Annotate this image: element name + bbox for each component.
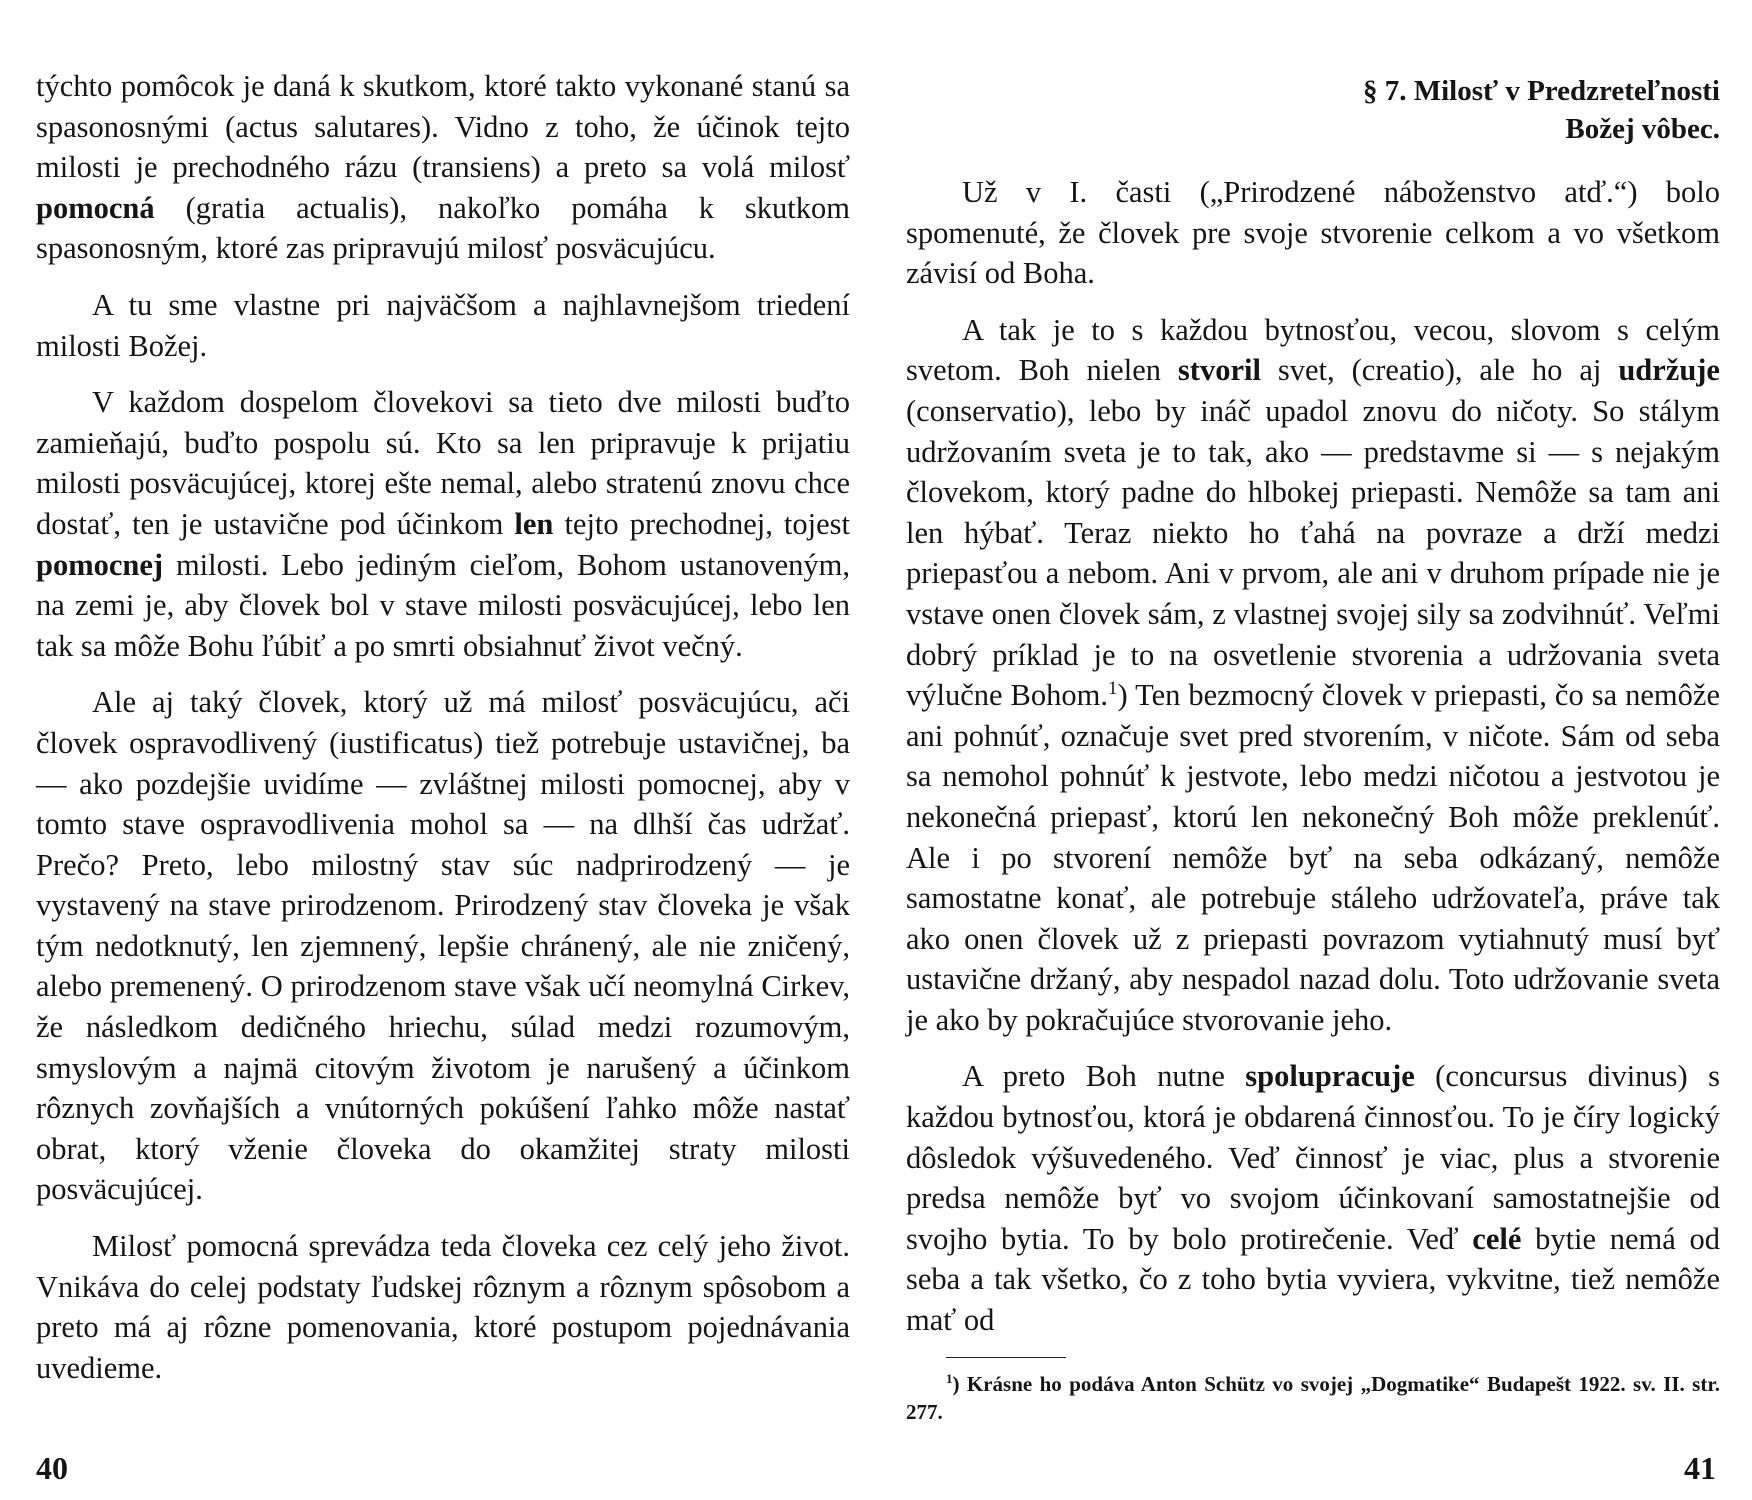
paragraph <box>906 310 1720 1041</box>
paragraph: A tu sme vlastne pri najväčšom a najhlavnejšom triedení milosti Božej. <box>36 287 850 363</box>
bold-term: pomocnej <box>36 547 164 582</box>
paragraph <box>36 382 850 666</box>
page-number: 40 <box>36 1450 68 1486</box>
left-text-column <box>36 66 850 1404</box>
paragraph-text: bytie nemá od seba a tak všetko, čo z toho bytia vyviera, vykvitne, tiež nemôže mať od <box>906 1221 1720 1338</box>
paragraph: Ale aj taký človek, ktorý už má milosť posväcujúcu, ači človek ospravodlivený (iustificatus) tiež potrebuje ustavičnej, ba — ako pozdejšie uvidíme — zvláštnej milosti pomocnej, aby v tomto stave ospravodlivenia mohol sa — na dlhší čas udržať. Prečo? Preto, lebo milostný stav súc nadprirodzený — je vystavený na stave prirodzenom. Prirodzený stav človeka je však tým nedotknutý, len zjemnený, lepšie chránený, ale nie zničený, alebo premenený. O prirodzenom stave však učí neomylná Cirkev, že následkom dedičného hriechu, súlad medzi rozumovým, smyslovým a najmä citovým životom je narušený a účinkom rôznych zovňajších a vnútorných pokúšení ľahko môže nastať obrat, ktorý vženie človeka do okamžitej straty milosti posväcujúcej. <box>36 685 850 1207</box>
footnote-reference[interactable]: 1 <box>1108 677 1118 699</box>
page-number: 41 <box>1684 1450 1716 1486</box>
paragraph: Milosť pomocná sprevádza teda človeka cez celý jeho život. Vnikáva do celej podstaty ľudskej rôznym a rôznym spôsobom a preto má aj rôzne pomenovania, ktoré postupom pojednávania uvedieme. <box>36 1229 850 1385</box>
section-heading-line: § 7. Milosť v Predzreteľnosti <box>1362 75 1720 107</box>
bold-term: celé <box>1472 1221 1522 1256</box>
footnote-mark: 1 <box>946 1370 953 1386</box>
paragraph: Už v I. časti („Prirodzené náboženstvo atď.“) bolo spomenuté, že človek pre svoje stvorenie celkom a vo všetkom závisí od Boha. <box>906 175 1720 291</box>
bold-term: spolupracuje <box>1245 1059 1415 1094</box>
paragraph-text: V každom dospelom človekovi sa tieto dve milosti buďto zamieňajú, buďto pospolu sú. Kto sa len pripravuje k prijatiu milosti posväcujúcej, ktorej ešte nemal, alebo stratenú znovu chce dostať, ten je ustavične pod účinkom <box>36 385 850 541</box>
paragraph-text: tejto prechodnej, tojest <box>553 506 850 541</box>
bold-term: udržuje <box>1618 353 1720 388</box>
paragraph <box>36 66 850 269</box>
right-page <box>876 0 1752 1500</box>
footnote <box>906 1370 1720 1426</box>
paragraph-text: A preto Boh nutne <box>962 1059 1246 1094</box>
bold-term: pomocná <box>36 190 155 225</box>
footnote-text: ) Krásne ho podáva Anton Schütz vo svojej „Dogmatike“ Budapešt 1922. sv. II. str. 277. <box>906 1371 1720 1424</box>
footnote-divider <box>946 1357 1066 1358</box>
paragraph <box>906 1056 1720 1340</box>
paragraph-text: (gratia actualis), nakoľko pomáha k skutkom spasonosným, ktoré zas pripravujú milosť posväcujúcu. <box>36 190 850 266</box>
paragraph-text: ) Ten bezmocný človek v priepasti, čo sa nemôže ani pohnúť, označuje svet pred stvorením, v ničote. Sám od seba sa nemohol pohnúť k jestvote, lebo medzi ničotou a jestvotou je nekonečná priepasť, ktorú len nekonečný Boh môže preklenúť. Ale i po stvorení nemôže byť na seba odkázaný, nemôže samostatne konať, ale potrebuje stáleho udržovateľa, práve tak ako onen človek už z priepasti povrazom vytiahnutý musí byť ustavične držaný, aby nespadol nazad dolu. Toto udržovanie sveta je ako by pokračujúce stvorovanie jeho. <box>906 678 1720 1037</box>
paragraph-text: (concursus divinus) s každou bytnosťou, ktorá je obdarená činnosťou. To je číry logický dôsledok výšuvedeného. Veď činnosť je viac, plus a stvorenie predsa nemôže byť vo svojom účinkovaní samostatnejšie od svojho bytia. To by bolo protirečenie. Veď <box>906 1059 1720 1256</box>
bold-term: len <box>514 506 554 541</box>
paragraph-text: svet, (creatio), ale ho aj <box>1260 353 1619 388</box>
paragraph-text: (conservatio), lebo by ináč upadol znovu do ničoty. So stálym udržovaním sveta je to tak, ako — predstavme si — s nejakým človekom, ktorý padne do hlbokej priepasti. Nemôže sa tam ani len hýbať. Teraz niekto ho ťahá na povraze a drží medzi priepasťou a nebom. Ani v prvom, ale ani v druhom prípade nie je vstave onen človek sám, z vlastnej svojej sily sa zodvihnúť. Veľmi dobrý príklad je to na osvetlenie stvorenia a udržovania sveta výlučne Bohom. <box>906 393 1720 713</box>
paragraph-text: A tak je to s každou bytnosťou, vecou, slovom s celým svetom. Boh nielen <box>906 312 1720 388</box>
section-heading <box>906 72 1720 148</box>
right-text-column <box>906 66 1720 1426</box>
bold-term: stvoril <box>1177 353 1261 388</box>
section-heading-line: Božej vôbec. <box>1565 113 1720 145</box>
paragraph-text: týchto pomôcok je daná k skutkom, ktoré takto vykonané stanú sa spasonosnými (actus salutares). Vidno z toho, že účinok tejto milosti je prechodného rázu (transiens) a preto sa volá milosť <box>36 69 850 185</box>
paragraph-text: milosti. Lebo jediným cieľom, Bohom ustanoveným, na zemi je, aby človek bol v stave milosti posväcujúcej, lebo len tak sa môže Bohu ľúbiť a po smrti obsiahnuť život večný. <box>36 547 850 663</box>
